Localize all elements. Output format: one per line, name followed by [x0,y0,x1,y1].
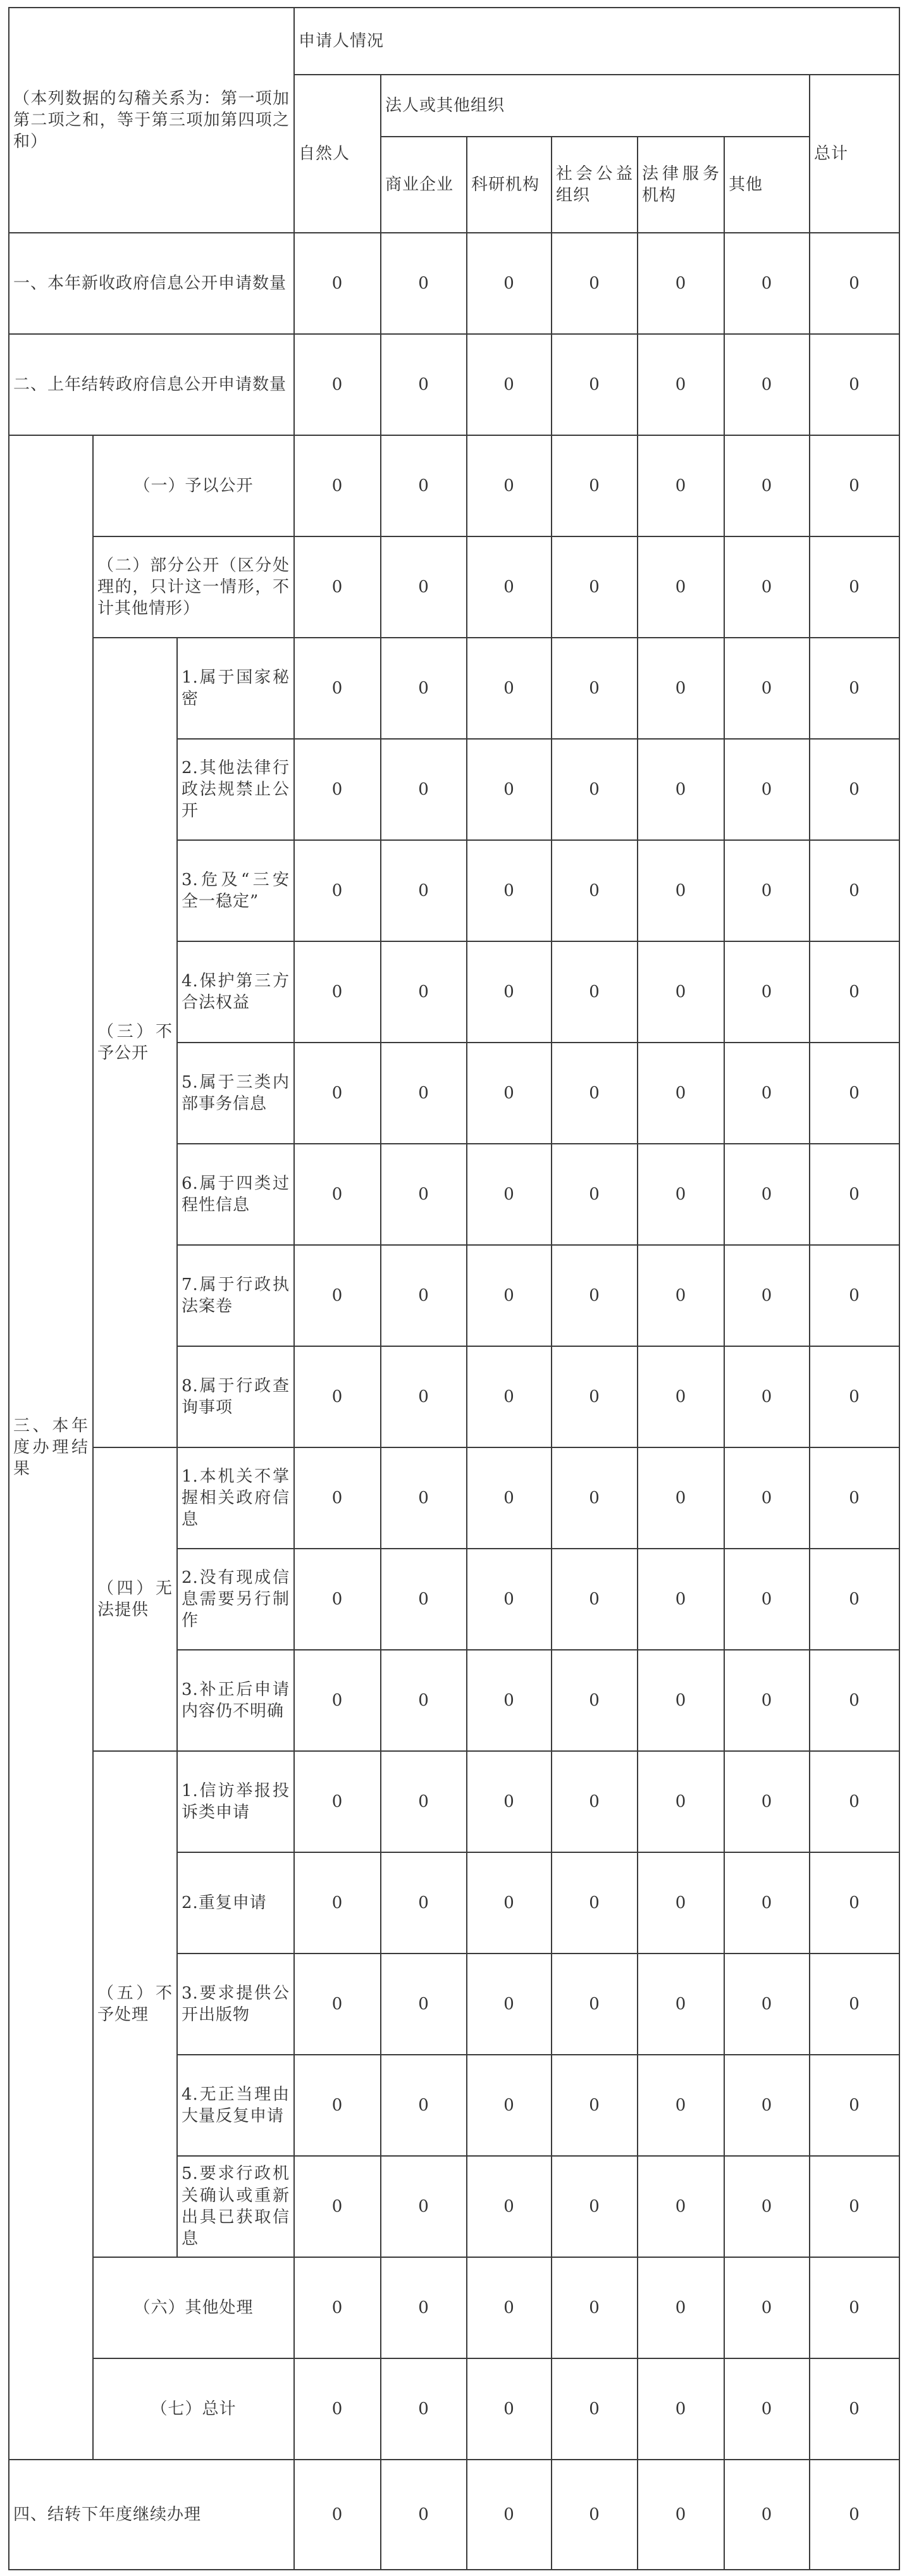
row-label: 2.其他法律行政法规禁止公开 [177,739,294,840]
cell-value: 0 [294,1650,381,1751]
cell-value: 0 [638,1549,724,1650]
cell-value: 0 [467,435,552,536]
cell-value: 0 [724,1144,810,1245]
row-label: 6.属于四类过程性信息 [177,1144,294,1245]
cell-value: 0 [810,536,899,638]
cell-value: 0 [724,536,810,638]
table-row [9,334,899,435]
cell-value: 0 [381,941,467,1043]
cell-value: 0 [294,2257,381,2358]
cell-value: 0 [724,1447,810,1549]
cell-value: 0 [381,233,467,334]
cell-value: 0 [381,1650,467,1751]
cell-value: 0 [638,2156,724,2257]
row-label-subtotal: （七）总计 [93,2358,294,2460]
cell-value: 0 [724,2460,810,2570]
cell-value: 0 [810,2055,899,2156]
cell-value: 0 [724,1245,810,1346]
cell-value: 0 [381,435,467,536]
cell-value: 0 [467,1447,552,1549]
cell-value: 0 [724,739,810,840]
cell-value: 0 [381,1144,467,1245]
cell-value: 0 [381,739,467,840]
row-label: 1.属于国家秘密 [177,638,294,739]
cell-value: 0 [810,1852,899,1954]
cell-value: 0 [294,1245,381,1346]
cell-value: 0 [552,1852,638,1954]
cell-value: 0 [552,739,638,840]
cell-value: 0 [294,1549,381,1650]
cell-value: 0 [552,2257,638,2358]
row-label-carried-over: 二、上年结转政府信息公开申请数量 [9,334,294,435]
cell-value: 0 [294,638,381,739]
cell-value: 0 [467,1650,552,1751]
cell-value: 0 [552,1447,638,1549]
table-row [9,536,899,638]
cell-value: 0 [810,1954,899,2055]
cell-value: 0 [810,1144,899,1245]
cell-value: 0 [724,2358,810,2460]
cell-value: 0 [294,739,381,840]
cell-value: 0 [467,334,552,435]
table-row [9,2460,899,2570]
cell-value: 0 [552,638,638,739]
cell-value: 0 [294,2156,381,2257]
cell-value: 0 [467,2257,552,2358]
cell-value: 0 [638,941,724,1043]
cell-value: 0 [724,1751,810,1852]
cell-value: 0 [294,1447,381,1549]
cell-value: 0 [552,2156,638,2257]
cell-value: 0 [467,1852,552,1954]
cell-value: 0 [467,1245,552,1346]
cell-value: 0 [810,435,899,536]
cell-value: 0 [381,638,467,739]
cell-value: 0 [810,1549,899,1650]
cell-value: 0 [467,536,552,638]
cell-value: 0 [724,1954,810,2055]
cell-value: 0 [381,2055,467,2156]
row-label: 3.要求提供公开出版物 [177,1954,294,2055]
table-row [9,233,899,334]
cell-value: 0 [294,1043,381,1144]
cell-value: 0 [810,2358,899,2460]
cell-value: 0 [552,1954,638,2055]
cell-value: 0 [381,840,467,941]
cell-value: 0 [810,1650,899,1751]
cell-value: 0 [294,2055,381,2156]
cell-value: 0 [294,1144,381,1245]
cell-value: 0 [810,334,899,435]
cell-value: 0 [294,1852,381,1954]
group-label-unable-to-provide: （四）无法提供 [93,1447,177,1751]
cell-value: 0 [810,2257,899,2358]
cell-value: 0 [810,1751,899,1852]
cell-value: 0 [724,334,810,435]
cell-value: 0 [467,1751,552,1852]
cell-value: 0 [467,2358,552,2460]
cell-value: 0 [381,334,467,435]
cell-value: 0 [294,941,381,1043]
cell-value: 0 [467,233,552,334]
cell-value: 0 [638,1852,724,1954]
cell-value: 0 [638,1954,724,2055]
cell-value: 0 [638,1650,724,1751]
cell-value: 0 [638,1346,724,1447]
cell-value: 0 [638,1447,724,1549]
cell-value: 0 [810,1447,899,1549]
cell-value: 0 [810,941,899,1043]
row-label: 5.要求行政机关确认或重新出具已获取信息 [177,2156,294,2257]
cell-value: 0 [552,941,638,1043]
cell-value: 0 [810,1245,899,1346]
column-header-other: 其他 [724,137,810,233]
cell-value: 0 [294,536,381,638]
cell-value: 0 [381,1751,467,1852]
group-label-not-processed: （五）不予处理 [93,1751,177,2257]
cell-value: 0 [381,1346,467,1447]
row-label: 3.危及“三安全一稳定” [177,840,294,941]
cell-value: 0 [294,1954,381,2055]
cell-value: 0 [810,638,899,739]
cell-value: 0 [381,1954,467,2055]
row-label: 2.重复申请 [177,1852,294,1954]
table-row [9,638,899,739]
cell-value: 0 [381,2460,467,2570]
row-label-disclosed: （一）予以公开 [93,435,294,536]
cell-value: 0 [638,638,724,739]
cell-value: 0 [552,1549,638,1650]
cell-value: 0 [467,1954,552,2055]
row-label: 1.本机关不掌握相关政府信息 [177,1447,294,1549]
cell-value: 0 [638,1751,724,1852]
column-header-research: 科研机构 [467,137,552,233]
group-label-not-disclosed: （三）不予公开 [93,638,177,1447]
cell-value: 0 [810,233,899,334]
row-label-partially-disclosed: （二）部分公开（区分处理的，只计这一情形，不计其他情形） [93,536,294,638]
header-row-1 [9,8,899,75]
cell-value: 0 [724,2156,810,2257]
table-row [9,435,899,536]
cell-value: 0 [552,1043,638,1144]
cell-value: 0 [467,1043,552,1144]
cell-value: 0 [638,435,724,536]
natural-person-header: 自然人 [294,75,381,233]
cell-value: 0 [552,2358,638,2460]
cell-value: 0 [724,435,810,536]
cell-value: 0 [638,233,724,334]
cell-value: 0 [552,334,638,435]
cell-value: 0 [724,1650,810,1751]
cell-value: 0 [552,435,638,536]
cell-value: 0 [724,2257,810,2358]
cell-value: 0 [638,2460,724,2570]
cell-value: 0 [552,536,638,638]
row-label: 5.属于三类内部事务信息 [177,1043,294,1144]
cell-value: 0 [724,1549,810,1650]
column-header-public-welfare: 社会公益组织 [552,137,638,233]
row-label: 8.属于行政查询事项 [177,1346,294,1447]
cell-value: 0 [552,1346,638,1447]
cell-value: 0 [638,2055,724,2156]
table-row [9,2358,899,2460]
cell-value: 0 [724,1346,810,1447]
table-row [9,2257,899,2358]
cell-value: 0 [381,2257,467,2358]
table-row [9,1751,899,1852]
cell-value: 0 [467,1346,552,1447]
row-label: 3.补正后申请内容仍不明确 [177,1650,294,1751]
cell-value: 0 [467,941,552,1043]
cell-value: 0 [467,2055,552,2156]
cell-value: 0 [638,2358,724,2460]
cell-value: 0 [552,1650,638,1751]
section-label-results: 三、本年度办理结果 [9,435,93,2460]
cell-value: 0 [724,1852,810,1954]
cell-value: 0 [294,334,381,435]
cell-value: 0 [552,2055,638,2156]
cell-value: 0 [381,1245,467,1346]
table-row [9,1447,899,1549]
row-label: 7.属于行政执法案卷 [177,1245,294,1346]
government-information-disclosure-table [8,7,900,2570]
cell-value: 0 [724,840,810,941]
cell-value: 0 [294,2460,381,2570]
cell-value: 0 [381,1043,467,1144]
cell-value: 0 [294,840,381,941]
cell-value: 0 [381,1852,467,1954]
row-label-other-handling: （六）其他处理 [93,2257,294,2358]
cell-value: 0 [467,638,552,739]
cell-value: 0 [552,1751,638,1852]
cell-value: 0 [724,638,810,739]
cell-value: 0 [638,840,724,941]
row-label: 4.无正当理由大量反复申请 [177,2055,294,2156]
cell-value: 0 [552,1245,638,1346]
cell-value: 0 [381,1549,467,1650]
row-label: 2.没有现成信息需要另行制作 [177,1549,294,1650]
column-header-legal-service: 法律服务机构 [638,137,724,233]
cell-value: 0 [381,1447,467,1549]
cell-value: 0 [810,739,899,840]
cell-value: 0 [638,536,724,638]
cell-value: 0 [724,233,810,334]
legal-and-other-header: 法人或其他组织 [381,75,810,137]
cell-value: 0 [810,2460,899,2570]
cell-value: 0 [810,840,899,941]
cell-value: 0 [552,840,638,941]
cell-value: 0 [638,1245,724,1346]
cell-value: 0 [638,334,724,435]
cell-value: 0 [294,1346,381,1447]
cell-value: 0 [467,1144,552,1245]
cell-value: 0 [467,2460,552,2570]
cell-value: 0 [638,739,724,840]
cell-value: 0 [810,1346,899,1447]
row-label: 1.信访举报投诉类申请 [177,1751,294,1852]
cell-value: 0 [467,1549,552,1650]
cell-value: 0 [467,2156,552,2257]
cell-value: 0 [381,2358,467,2460]
cell-value: 0 [724,941,810,1043]
cell-value: 0 [810,1043,899,1144]
cell-value: 0 [638,2257,724,2358]
row-label-carry-forward: 四、结转下年度继续办理 [9,2460,294,2570]
cell-value: 0 [638,1144,724,1245]
cell-value: 0 [381,536,467,638]
applicant-situation-header: 申请人情况 [294,8,899,75]
cell-value: 0 [381,2156,467,2257]
cell-value: 0 [467,840,552,941]
column-header-commercial: 商业企业 [381,137,467,233]
cell-value: 0 [294,2358,381,2460]
cell-value: 0 [294,233,381,334]
cell-value: 0 [810,2156,899,2257]
cell-value: 0 [294,435,381,536]
cell-value: 0 [552,2460,638,2570]
cell-value: 0 [552,1144,638,1245]
cell-value: 0 [638,1043,724,1144]
header-note: （本列数据的勾稽关系为：第一项加第二项之和，等于第三项加第四项之和） [9,8,294,233]
row-label-new-requests: 一、本年新收政府信息公开申请数量 [9,233,294,334]
total-header: 总计 [810,75,899,233]
cell-value: 0 [724,1043,810,1144]
cell-value: 0 [294,1751,381,1852]
row-label: 4.保护第三方合法权益 [177,941,294,1043]
cell-value: 0 [552,233,638,334]
cell-value: 0 [724,2055,810,2156]
cell-value: 0 [467,739,552,840]
